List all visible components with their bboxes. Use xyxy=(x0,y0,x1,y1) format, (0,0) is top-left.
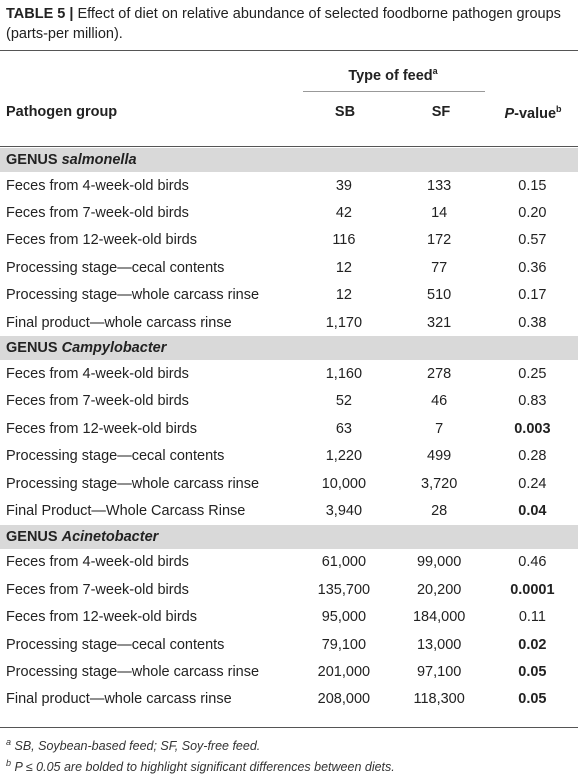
table-row xyxy=(0,631,578,658)
group-row xyxy=(0,148,578,172)
sf-cell: 14 xyxy=(431,205,448,222)
group-row xyxy=(0,525,578,549)
row-label: Feces from 12-week-old birds xyxy=(6,420,197,437)
table-row xyxy=(0,415,578,442)
sb-cell: 1,160 xyxy=(325,366,363,383)
row-label: Feces from 12-week-old birds xyxy=(6,232,197,249)
sb-cell: 42 xyxy=(335,205,352,222)
row-label: Feces from 7-week-old birds xyxy=(6,581,189,598)
footnote-b: $^b$ P ≤ 0.05 are bolded to highlight significant differences between diets. xyxy=(6,758,395,775)
row-label: Processing stage—whole carcass rinse xyxy=(6,287,260,304)
bottom-rule xyxy=(0,727,578,728)
table-row xyxy=(0,199,578,226)
row-label: Processing stage—cecal contents xyxy=(6,448,225,465)
row-label: Final product—whole carcass rinse xyxy=(6,314,232,331)
p-value-cell: 0.46 xyxy=(518,554,547,571)
p-value-cell: 0.15 xyxy=(518,177,547,194)
p-value-cell: 0.24 xyxy=(518,475,547,492)
table-row xyxy=(0,658,578,685)
sf-cell: 499 xyxy=(427,448,452,465)
sb-cell: 116 xyxy=(332,232,356,249)
pathogen-table xyxy=(0,148,578,713)
sf-cell: 278 xyxy=(427,366,452,383)
row-label: Feces from 7-week-old birds xyxy=(6,205,189,222)
table-caption xyxy=(6,4,572,44)
p-value-cell: 0.28 xyxy=(518,448,547,465)
row-label: Final Product—Whole Carcass Rinse xyxy=(6,502,246,519)
sf-cell: 13,000 xyxy=(416,636,462,653)
sf-cell: 28 xyxy=(431,502,448,519)
sf-cell: 99,000 xyxy=(416,554,462,571)
p-value-cell: 0.02 xyxy=(518,636,547,653)
table-row xyxy=(0,549,578,576)
table-row xyxy=(0,443,578,470)
row-label: Feces from 4-week-old birds xyxy=(6,366,189,383)
p-value-cell: 0.36 xyxy=(518,259,547,276)
sf-cell: 20,200 xyxy=(416,581,462,598)
table-label: TABLE 5 | xyxy=(6,6,74,22)
row-label: Processing stage—cecal contents xyxy=(6,636,225,653)
group-label: GENUS Acinetobacter xyxy=(0,525,578,549)
table-row xyxy=(0,360,578,387)
p-value-cell: 0.57 xyxy=(518,232,547,249)
table-row xyxy=(0,470,578,497)
sb-cell: 39 xyxy=(335,177,352,194)
table-row xyxy=(0,309,578,336)
sb-cell: 79,100 xyxy=(321,636,367,653)
sf-cell: 184,000 xyxy=(412,609,466,626)
row-label: Feces from 4-week-old birds xyxy=(6,177,189,194)
group-label: GENUS Campylobacter xyxy=(0,336,578,360)
table-row xyxy=(0,282,578,309)
row-label: Processing stage—whole carcass rinse xyxy=(6,663,260,680)
sf-cell: 7 xyxy=(435,420,444,437)
table-row xyxy=(0,388,578,415)
p-value-cell: 0.83 xyxy=(518,393,547,410)
sb-cell: 95,000 xyxy=(321,609,367,626)
sb-cell: 12 xyxy=(335,287,352,304)
p-value-cell: 0.0001 xyxy=(510,581,555,598)
row-label: Feces from 4-week-old birds xyxy=(6,554,189,571)
table-row xyxy=(0,576,578,603)
p-value-cell: 0.11 xyxy=(518,609,546,626)
sf-cell: 172 xyxy=(427,232,452,249)
table-row xyxy=(0,603,578,630)
top-rule xyxy=(0,50,578,51)
group-row xyxy=(0,336,578,360)
p-value-cell: 0.25 xyxy=(518,366,547,383)
sb-cell: 135,700 xyxy=(317,581,371,598)
p-value-cell: 0.17 xyxy=(518,287,547,304)
sb-cell: 12 xyxy=(335,259,352,276)
footnote-a: $^a$ SB, Soybean-based feed; SF, Soy-free feed. xyxy=(6,737,261,754)
sf-cell: 97,100 xyxy=(416,663,462,680)
table-row xyxy=(0,227,578,254)
type-of-feed-header: Type of feed$^a$ xyxy=(348,66,438,84)
sb-cell: 201,000 xyxy=(317,663,371,680)
p-value-cell: 0.05 xyxy=(518,691,547,708)
table-row xyxy=(0,686,578,713)
sb-cell: 63 xyxy=(335,420,352,437)
table-row xyxy=(0,254,578,281)
caption-text: Effect of diet on relative abundance of selected foodborne pathogen groups (parts-per million). xyxy=(6,6,561,42)
p-value-cell: 0.20 xyxy=(518,205,547,222)
row-label: Feces from 7-week-old birds xyxy=(6,393,189,410)
sb-cell: 52 xyxy=(335,393,352,410)
sb-cell: 1,220 xyxy=(325,448,363,465)
table-row xyxy=(0,497,578,524)
p-value-cell: 0.003 xyxy=(514,420,551,437)
header-rule xyxy=(0,146,578,147)
sb-cell: 208,000 xyxy=(317,691,371,708)
row-label: Final product—whole carcass rinse xyxy=(6,691,232,708)
p-value-header: P-value$^b$ xyxy=(504,104,562,122)
row-label: Feces from 12-week-old birds xyxy=(6,609,197,626)
p-value-cell: 0.38 xyxy=(518,314,547,331)
p-value-cell: 0.04 xyxy=(518,502,547,519)
sb-cell: 10,000 xyxy=(321,475,367,492)
sb-cell: 61,000 xyxy=(321,554,367,571)
sf-cell: 133 xyxy=(427,177,452,194)
sf-cell: 46 xyxy=(431,393,448,410)
table-body xyxy=(0,148,578,713)
table-row xyxy=(0,172,578,199)
sf-cell: 118,300 xyxy=(413,691,465,708)
sf-header: SF xyxy=(431,104,451,120)
sb-header: SB xyxy=(334,104,356,120)
pathogen-group-header: Pathogen group xyxy=(6,104,118,120)
p-value-cell: 0.05 xyxy=(518,663,547,680)
group-label: GENUS salmonella xyxy=(0,148,578,172)
row-label: Processing stage—cecal contents xyxy=(6,259,225,276)
sf-cell: 77 xyxy=(431,259,448,276)
sb-cell: 1,170 xyxy=(325,314,363,331)
sf-cell: 510 xyxy=(427,287,452,304)
row-label: Processing stage—whole carcass rinse xyxy=(6,475,260,492)
type-of-feed-underline xyxy=(303,91,485,92)
sf-cell: 3,720 xyxy=(421,475,458,492)
sb-cell: 3,940 xyxy=(325,502,363,519)
sf-cell: 321 xyxy=(427,314,452,331)
